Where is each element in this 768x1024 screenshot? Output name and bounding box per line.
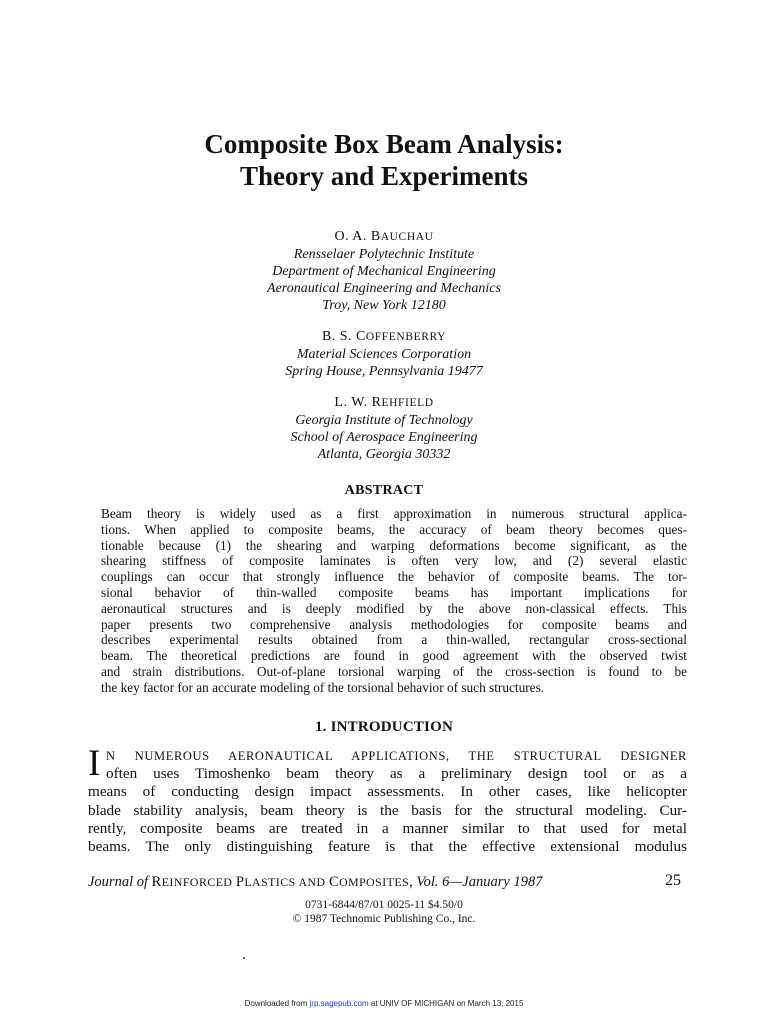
- author-block-rehfield: [0, 394, 768, 463]
- author-block-bauchau: [0, 228, 768, 314]
- intro-line: often uses Timoshenko beam theory as a preliminary design tool or as a: [106, 765, 687, 783]
- affiliation-line: Troy, New York 12180: [322, 298, 446, 313]
- affiliation-line: Rensselaer Polytechnic Institute: [293, 247, 475, 262]
- copyright-line: © 1987 Technomic Publishing Co., Inc.: [292, 913, 476, 925]
- abstract-line: and strain distributions. Out-of-plane torsional warping of the cross-section is found to be: [101, 663, 687, 679]
- introduction-body: [88, 743, 687, 856]
- download-source-link[interactable]: jrp.sagepub.com: [309, 999, 369, 1008]
- affiliation-line: Material Sciences Corporation: [296, 347, 472, 362]
- author-block-coffenberry: [0, 328, 768, 380]
- abstract-line: aeronautical structures and is deeply modified by the above non-classical effects. This: [101, 600, 687, 616]
- intro-line: blade stability analysis, beam theory is the basis for the structural modeling. Cur-: [88, 801, 687, 819]
- affiliation-line: Spring House, Pennsylvania 19477: [285, 364, 483, 379]
- intro-line: means of conducting design impact assessments. In other cases, like helicopter: [88, 783, 687, 801]
- affiliation-line: Department of Mechanical Engineering: [272, 264, 496, 279]
- author-name: L. W. REHFIELD: [334, 395, 434, 410]
- abstract-line: Beam theory is widely used as a first approximation in numerous structural applica-: [101, 506, 687, 521]
- paper-title: [0, 128, 768, 192]
- page-number: 25: [665, 872, 681, 889]
- abstract-line: beam. The theoretical predictions are found in good agreement with the observed twist: [101, 648, 687, 664]
- abstract-line: tionable because (1) the shearing and warping deformations become significant, as the: [101, 537, 687, 553]
- abstract-heading: ABSTRACT: [344, 483, 424, 498]
- affiliation-line: School of Aerospace Engineering: [290, 430, 478, 445]
- drop-cap: I: [88, 743, 101, 784]
- affiliation-line: Atlanta, Georgia 30332: [317, 447, 451, 462]
- section-heading-introduction: 1. INTRODUCTION: [314, 719, 453, 735]
- abstract-line: couplings can occur that strongly influence the behavior of composite beams. The tor-: [101, 569, 687, 585]
- abstract-body: [101, 506, 687, 696]
- author-name: O. A. BAUCHAU: [334, 229, 434, 244]
- abstract-line: the key factor for an accurate modeling of the torsional behavior of such structures.: [101, 679, 545, 695]
- download-notice: Downloaded from jrp.sagepub.com at UNIV OF MICHIGAN on March 13, 2015: [244, 999, 524, 1008]
- intro-line: rently, composite beams are treated in a manner similar to that used for metal: [88, 819, 687, 837]
- abstract-line: shearing stiffness of composite laminates is often very low, and (2) several elastic: [101, 553, 687, 569]
- journal-citation: Journal of REINFORCED PLASTICS AND COMPOSITES, Vol. 6—January 1987: [88, 874, 543, 890]
- scan-speck: [243, 957, 245, 959]
- author-name: B. S. COFFENBERRY: [321, 329, 447, 344]
- title-line-1: Composite Box Beam Analysis:: [204, 129, 564, 159]
- affiliation-line: Georgia Institute of Technology: [295, 413, 473, 428]
- affiliation-line: Aeronautical Engineering and Mechanics: [267, 281, 501, 296]
- abstract-line: sional behavior of thin-walled composite beams has important implications for: [101, 584, 687, 600]
- intro-line: beams. The only distinguishing feature is that the effective extensional modulus: [88, 838, 687, 856]
- issn-line: 0731-6844/87/01 0025-11 $4.50/0: [305, 899, 463, 911]
- intro-line: N NUMEROUS AERONAUTICAL APPLICATIONS, THE STRUCTURAL DESIGNER: [106, 749, 687, 763]
- title-line-2: Theory and Experiments: [239, 161, 528, 191]
- abstract-line: tions. When applied to composite beams, the accuracy of beam theory becomes ques-: [101, 521, 687, 537]
- abstract-line: describes experimental results obtained from a thin-walled, rectangular cross-sectional: [101, 632, 687, 648]
- abstract-line: paper presents two comprehensive analysis methodologies for composite beams and: [101, 616, 687, 632]
